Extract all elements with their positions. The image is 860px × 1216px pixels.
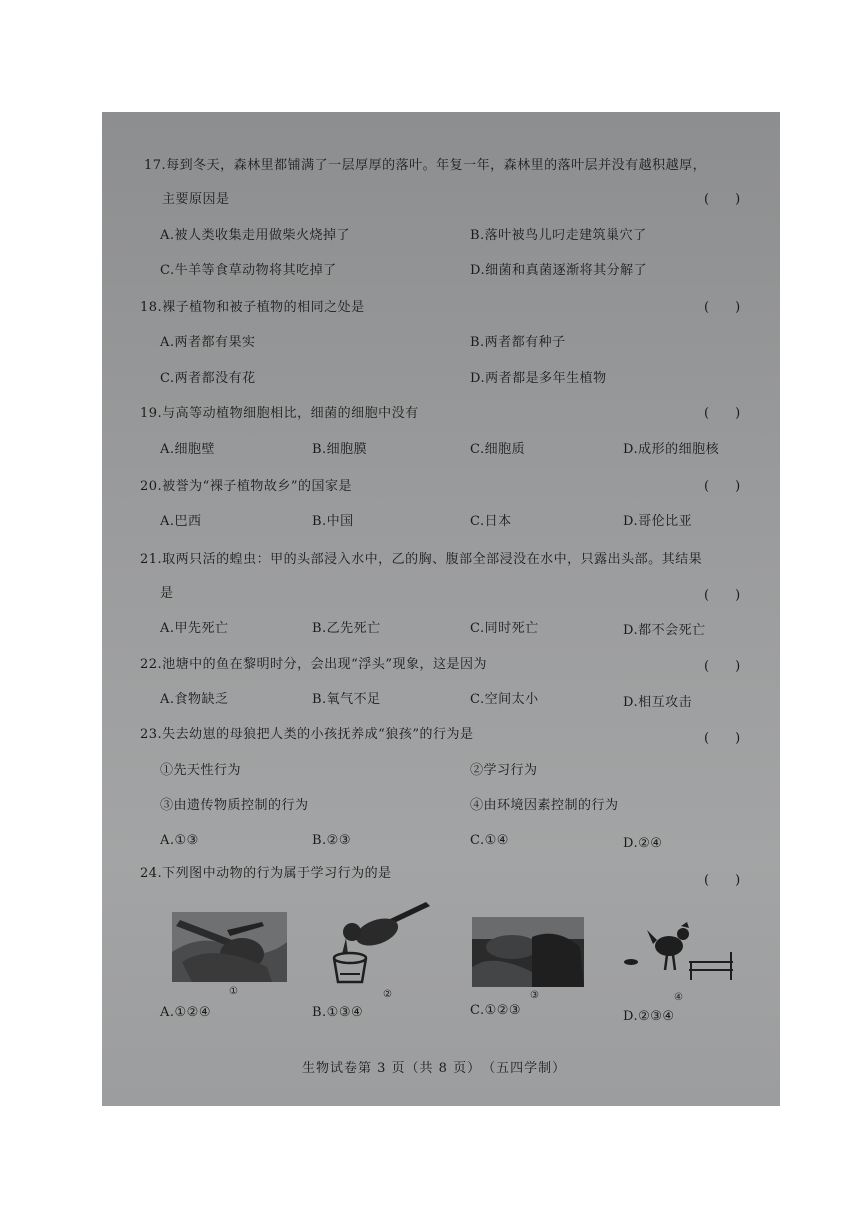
q17-option-d: D.细菌和真菌逐渐将其分解了	[470, 263, 648, 278]
q21-option-d: D.都不会死亡	[623, 623, 706, 638]
q21-option-a: A.甲先死亡	[160, 621, 229, 636]
exam-page	[102, 112, 780, 1106]
q23-option-c: C.①④	[470, 833, 509, 848]
q23-option-b: B.②③	[312, 833, 351, 848]
q23-answer-paren: ( )	[704, 731, 741, 746]
q18-option-a: A.两者都有果实	[160, 335, 256, 350]
picture-2-caption: ②	[383, 989, 392, 1000]
q21-option-b: B.乙先死亡	[312, 621, 381, 636]
chimp-tool-picture	[172, 912, 287, 982]
q17-stem-line2: 主要原因是	[162, 192, 230, 207]
q19-stem: 19.与高等动植物细胞相比，细菌的细胞中没有	[140, 406, 419, 421]
q18-option-c: C.两者都没有花	[160, 371, 256, 386]
picture-4-caption: ④	[674, 992, 683, 1003]
q21-stem-line1: 21.取两只活的蝗虫：甲的头部浸入水中，乙的胸、腹部全部浸没在水中，只露出头部。其结果	[140, 552, 703, 567]
q24-option-c: C.①②③	[470, 1003, 522, 1018]
q24-stem: 24.下列图中动物的行为属于学习行为的是	[140, 866, 392, 881]
rooster-fence-picture	[617, 922, 737, 982]
q23-option-a: A.①③	[160, 833, 199, 848]
q18-option-d: D.两者都是多年生植物	[470, 371, 607, 386]
q17-option-b: B.落叶被鸟儿叼走建筑巢穴了	[470, 228, 647, 243]
q20-option-b: B.中国	[312, 514, 354, 529]
q17-option-a: A.被人类收集走用做柴火烧掉了	[160, 228, 351, 243]
q19-option-a: A.细胞壁	[160, 442, 216, 457]
q19-option-b: B.细胞膜	[312, 442, 368, 457]
q22-option-d: D.相互攻击	[623, 695, 693, 710]
q18-answer-paren: ( )	[704, 300, 741, 315]
q23-statement-1: ①先天性行为	[160, 763, 242, 778]
q19-option-d: D.成形的细胞核	[623, 442, 720, 457]
q21-stem-line2: 是	[160, 586, 174, 601]
q24-option-d: D.②③④	[623, 1009, 675, 1024]
bird-milk-bottle-picture	[322, 902, 432, 987]
q20-stem: 20.被誉为“裸子植物故乡”的国家是	[140, 479, 352, 494]
q23-statement-4: ④由环境因素控制的行为	[470, 798, 619, 813]
q20-option-a: A.巴西	[160, 514, 202, 529]
q19-answer-paren: ( )	[704, 406, 741, 421]
q21-answer-paren: ( )	[704, 588, 741, 603]
q18-stem: 18.裸子植物和被子植物的相同之处是	[140, 300, 365, 315]
q24-answer-paren: ( )	[704, 873, 741, 888]
q22-stem: 22.池塘中的鱼在黎明时分，会出现“浮头”现象，这是因为	[140, 657, 487, 672]
q18-option-b: B.两者都有种子	[470, 335, 566, 350]
q22-option-b: B.氧气不足	[312, 692, 381, 707]
q24-option-a: A.①②④	[160, 1005, 211, 1020]
q17-option-c: C.牛羊等食草动物将其吃掉了	[160, 263, 337, 278]
q23-stem: 23.失去幼崽的母狼把人类的小孩抚养成“狼孩”的行为是	[140, 727, 474, 742]
q22-answer-paren: ( )	[704, 659, 741, 674]
q21-option-c: C.同时死亡	[470, 621, 539, 636]
q17-answer-paren: ( )	[704, 192, 741, 207]
q23-option-d: D.②④	[623, 836, 663, 851]
q19-option-c: C.细胞质	[470, 442, 526, 457]
picture-3-caption: ③	[530, 990, 539, 1001]
q23-statement-2: ②学习行为	[470, 763, 538, 778]
picture-1-caption: ①	[229, 986, 238, 997]
q20-answer-paren: ( )	[704, 479, 741, 494]
q20-option-c: C.日本	[470, 514, 512, 529]
q17-stem-line1: 17.每到冬天，森林里都铺满了一层厚厚的落叶。年复一年，森林里的落叶层并没有越积越厚，	[144, 158, 707, 173]
q22-option-c: C.空间太小	[470, 692, 539, 707]
q20-option-d: D.哥伦比亚	[623, 514, 693, 529]
q24-option-b: B.①③④	[312, 1005, 364, 1020]
q22-option-a: A.食物缺乏	[160, 692, 229, 707]
animal-training-picture	[472, 917, 584, 987]
q23-statement-3: ③由遗传物质控制的行为	[160, 798, 309, 813]
page-footer: 生物试卷第 3 页（共 8 页） （五四学制）	[302, 1061, 567, 1076]
